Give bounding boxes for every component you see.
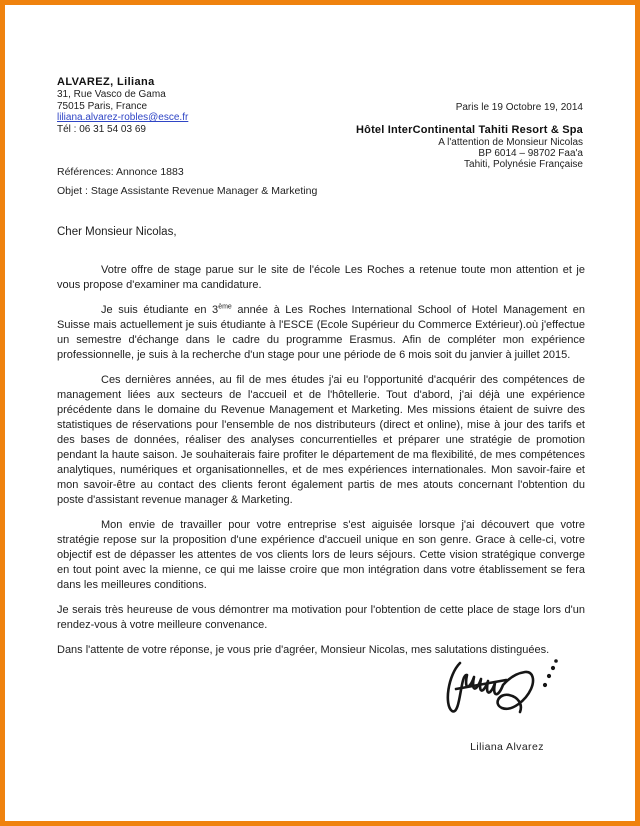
paragraph-1: Votre offre de stage parue sur le site de l'école Les Roches a retenue toute mon attention et je vous propose d'examiner ma candidature.: [57, 264, 585, 291]
letter-body: [57, 225, 585, 668]
paragraph-2: [57, 303, 585, 363]
signature-block: [427, 657, 587, 753]
ordinal-superscript: ème: [218, 303, 232, 311]
paragraph-5: Je serais très heureuse de vous démontrer ma motivation pour l'obtention de cette place de stage lors d'un rendez-vous à votre meilleure convenance.: [57, 604, 585, 631]
paragraph-6: Dans l'attente de votre réponse, je vous prie d'agréer, Monsieur Nicolas, mes salutations distinguées.: [57, 644, 550, 656]
paragraph-2-text-before: Je suis étudiante en 3: [101, 304, 219, 316]
date-line: Paris le 19 Octobre 19, 2014: [455, 102, 583, 113]
references-line: Références: Annonce 1883: [57, 166, 184, 178]
recipient-address-line2: Tahiti, Polynésie Française: [464, 159, 583, 170]
sender-block: [57, 76, 188, 135]
paragraph-3: Ces dernières années, au fil de mes études j'ai eu l'opportunité d'acquérir des compétences de management liées aux secteurs de l'accueil et de l'hôtellerie. Tout d'abord, j'ai déjà une expérience précédente dans le domaine du Revenue Management et Marketing. Mes missions étaient de suivre des statistiques de réservations pour l'ensemble de nos distributeurs (direct et online), mise à jour des tarifs et des bases de données, réaliser des analyses concurrentielles et préparer une stratégie de promotion pendant la haute saison. Je souhaiterais faire profiter le département de ma flexibilité, de mes compétences analytiques, numériques et organisationnelles, et de mes expériences internationales. Mon savoir-faire et mon savoir-être au contact des clients feront également partis de mes atouts concernant l'obtention du poste d'assistant revenue manager & Marketing.: [57, 374, 585, 506]
sender-phone: Tél : 06 31 54 03 69: [57, 123, 146, 135]
signature-scribble: [432, 657, 582, 739]
sender-email-link[interactable]: liliana.alvarez-robles@esce.fr: [57, 112, 189, 123]
recipient-hotel-name: Hôtel InterContinental Tahiti Resort & Spa: [356, 124, 583, 136]
sender-address-line2: 75015 Paris, France: [57, 100, 148, 112]
signature-name: Liliana Alvarez: [470, 741, 544, 753]
salutation: Cher Monsieur Nicolas,: [57, 226, 177, 238]
header-right-block: [356, 102, 583, 170]
paragraph-2-text-after: année à Les Roches International School of Hotel Management en Suisse mais actuellement je suis étudiante à l'ESCE (Ecole Supérieur du Commerce Extérieur).où j'effectue un semestre d'échange dans le cadre du programme Erasmus. Afin de compléter mon expérience professionnelle, je suis à la recherche d'un stage pour une période de 6 mois soit du janvier à juillet 2015.: [57, 304, 585, 361]
paragraph-4: Mon envie de travailler pour votre entreprise s'est aiguisée lorsque j'ai découvert que votre stratégie repose sur la proposition d'une expérience d'accueil unique en son genre. Grace à celle-ci, votre objectif est de dépasser les attentes de vos clients lors de leurs séjours. Cette vision stratégique converge en tout point avec la mienne, ce qui me laisse croire que mon intégration dans votre établissement se fera dans les meilleures conditions.: [57, 519, 585, 591]
recipient-attention-line: A l'attention de Monsieur Nicolas: [438, 137, 583, 148]
sender-address-line1: 31, Rue Vasco de Gama: [57, 89, 166, 100]
subject-line: Objet : Stage Assistante Revenue Manager & Marketing: [57, 185, 318, 197]
recipient-address-line1: BP 6014 – 98702 Faa'a: [478, 148, 583, 159]
sender-name: ALVAREZ, Liliana: [57, 76, 155, 88]
